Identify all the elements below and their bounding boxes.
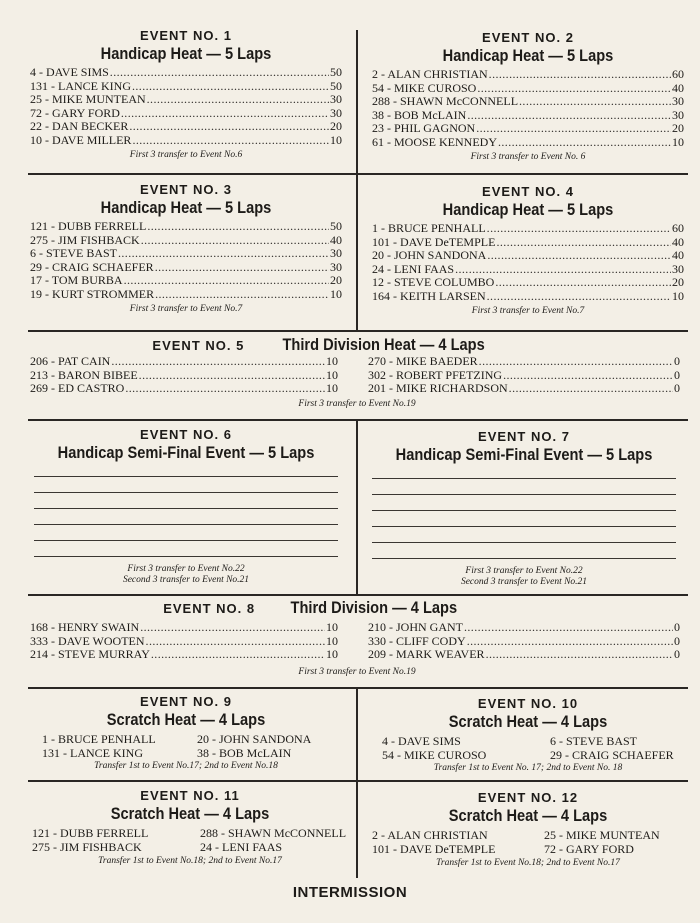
rider-name: 168 - HENRY SWAIN xyxy=(30,620,140,634)
transfer-note: First 3 transfer to Event No.22 xyxy=(127,564,245,574)
blank-result-line xyxy=(372,526,676,527)
leader-dots xyxy=(476,122,671,136)
points: 0 xyxy=(674,633,680,648)
column-divider xyxy=(356,421,358,594)
divider xyxy=(28,780,688,782)
transfer-note: First 3 transfer to Event No. 6 xyxy=(470,151,586,162)
entry-row xyxy=(30,621,338,635)
entry-row xyxy=(30,369,338,383)
rider-name: 213 - BARON BIBEE xyxy=(30,367,138,382)
entry-list-left xyxy=(30,355,338,396)
leader-dots xyxy=(129,120,329,134)
leader-dots xyxy=(487,222,671,236)
points: 10 xyxy=(672,134,684,149)
points: 20 xyxy=(330,119,342,134)
event-number: EVENT NO. 6 xyxy=(140,427,232,442)
rider-name: 333 - DAVE WOOTEN xyxy=(30,633,145,648)
rider-name: 275 - JIM FISHBACK xyxy=(32,840,142,854)
event-title: Scratch Heat — 4 Laps xyxy=(448,806,608,825)
points: 40 xyxy=(672,234,684,249)
points: 30 xyxy=(330,92,342,107)
entry-row xyxy=(30,288,342,302)
leader-dots xyxy=(140,621,325,635)
rider-name: 214 - STEVE MURRAY xyxy=(30,647,150,662)
leader-dots xyxy=(110,66,329,80)
transfer-note: Second 3 transfer to Event No.21 xyxy=(460,577,588,587)
rider-name: 101 - DAVE DeTEMPLE xyxy=(372,842,496,856)
event-title: Scratch Heat — 4 Laps xyxy=(448,712,608,731)
event-8 xyxy=(30,597,684,678)
entry-row xyxy=(30,247,342,261)
points: 40 xyxy=(672,248,684,263)
event-1 xyxy=(30,28,342,161)
blank-result-line xyxy=(372,558,676,559)
blank-result-line xyxy=(34,508,338,509)
points: 30 xyxy=(330,259,342,274)
rider-name: 25 - MIKE MUNTEAN xyxy=(544,828,660,842)
points: 60 xyxy=(672,221,684,235)
points: 10 xyxy=(326,381,338,396)
rider-name: 38 - BOB McLAIN xyxy=(197,746,292,760)
leader-dots xyxy=(479,355,673,369)
entry-row xyxy=(368,621,680,635)
rider-name: 164 - KEITH LARSEN xyxy=(372,288,486,303)
leader-dots xyxy=(147,93,329,107)
entry-list-right xyxy=(368,621,680,662)
rider-name: 6 - STEVE BAST xyxy=(550,734,637,748)
rider-name: 20 - JOHN SANDONA xyxy=(372,248,487,263)
points: 20 xyxy=(672,275,684,290)
entry-row xyxy=(372,122,684,136)
divider xyxy=(28,687,688,689)
event-number: EVENT NO. 8 xyxy=(163,601,256,616)
rider-name: 4 - DAVE SIMS xyxy=(382,734,461,748)
leader-dots xyxy=(132,80,329,94)
entry-list xyxy=(30,64,342,148)
rider-name: 10 - DAVE MILLER xyxy=(30,132,132,147)
points: 0 xyxy=(674,381,680,396)
entry-row xyxy=(372,68,684,82)
points: 10 xyxy=(326,354,338,368)
rider-name: 29 - CRAIG SCHAEFER xyxy=(30,259,154,274)
rider-name: 2 - ALAN CHRISTIAN xyxy=(372,828,488,842)
rider-name: 72 - GARY FORD xyxy=(30,105,120,120)
entry-columns xyxy=(30,621,684,662)
rider-name: 210 - JOHN GANT xyxy=(368,620,463,634)
leader-dots xyxy=(155,288,329,302)
entry-list xyxy=(372,220,684,304)
transfer-note: First 3 transfer to Event No.6 xyxy=(129,149,243,160)
entry-row xyxy=(30,134,342,148)
leader-dots xyxy=(125,382,325,396)
points: 30 xyxy=(672,107,684,122)
blank-result-line xyxy=(372,542,676,543)
points: 10 xyxy=(326,367,338,382)
leader-dots xyxy=(146,635,325,649)
entry-list xyxy=(30,218,342,302)
rider-name: 6 - STEVE BAST xyxy=(30,246,117,261)
divider xyxy=(28,330,688,332)
event-title: Handicap Heat — 5 Laps xyxy=(100,198,272,217)
event-5 xyxy=(30,334,684,410)
entry-grid xyxy=(372,732,684,762)
leader-dots xyxy=(141,234,329,248)
entry-row xyxy=(30,120,342,134)
rider-name: 330 - CLIFF CODY xyxy=(368,633,466,648)
entry-row xyxy=(372,236,684,250)
entry-row xyxy=(30,355,338,369)
rider-name: 270 - MIKE BAEDER xyxy=(368,354,478,368)
event-title: Third Division Heat — 4 Laps xyxy=(282,335,486,354)
blank-result-line xyxy=(34,524,338,525)
intermission-heading: INTERMISSION xyxy=(292,884,408,901)
event-7 xyxy=(372,429,676,588)
blank-result-line xyxy=(34,492,338,493)
entry-list xyxy=(372,66,684,150)
points: 50 xyxy=(330,219,342,233)
entry-row xyxy=(30,382,338,396)
entry-row xyxy=(372,290,684,304)
rider-name: 54 - MIKE CUROSO xyxy=(372,80,477,95)
entry-row xyxy=(30,80,342,94)
event-title: Handicap Semi-Final Event — 5 Laps xyxy=(395,445,653,464)
points: 20 xyxy=(330,273,342,288)
divider xyxy=(28,173,688,175)
transfer-note: First 3 transfer to Event No.7 xyxy=(471,305,585,316)
rider-name: 19 - KURT STROMMER xyxy=(30,286,155,301)
entry-row xyxy=(372,222,684,236)
rider-name: 101 - DAVE DeTEMPLE xyxy=(372,234,496,249)
rider-name: 275 - JIM FISHBACK xyxy=(30,232,140,247)
rider-name: 17 - TOM BURBA xyxy=(30,273,123,288)
entry-columns xyxy=(30,355,684,396)
divider xyxy=(28,419,688,421)
blank-result-line xyxy=(34,556,338,557)
entry-row xyxy=(368,382,680,396)
points: 40 xyxy=(672,80,684,95)
event-2 xyxy=(372,30,684,163)
event-title: Handicap Heat — 5 Laps xyxy=(100,44,272,63)
leader-dots xyxy=(477,82,671,96)
rider-name: 206 - PAT CAIN xyxy=(30,354,111,368)
points: 10 xyxy=(330,286,342,301)
leader-dots xyxy=(487,290,671,304)
entry-row xyxy=(30,66,342,80)
entry-list-left xyxy=(30,621,338,662)
event-4 xyxy=(372,184,684,317)
event-number: EVENT NO. 7 xyxy=(478,429,570,444)
rider-name: 23 - PHIL GAGNON xyxy=(372,121,476,136)
entry-row xyxy=(30,261,342,275)
rider-name: 24 - LENI FAAS xyxy=(372,261,455,276)
transfer-note: Second 3 transfer to Event No.21 xyxy=(122,575,250,585)
divider xyxy=(28,594,688,596)
rider-name: 288 - SHAWN McCONNELL xyxy=(372,94,519,109)
points: 30 xyxy=(672,94,684,109)
entry-grid xyxy=(30,824,350,854)
entry-list-right xyxy=(368,355,680,396)
entry-row xyxy=(30,93,342,107)
event-number: EVENT NO. 2 xyxy=(482,30,574,45)
rider-name: 302 - ROBERT PFETZING xyxy=(368,367,503,382)
transfer-note: Transfer 1st to Event No.18; 2nd to Event No.17 xyxy=(98,856,282,866)
event-title: Handicap Heat — 5 Laps xyxy=(442,200,614,219)
entry-row xyxy=(30,220,342,234)
rider-name: 201 - MIKE RICHARDSON xyxy=(368,381,508,396)
points: 30 xyxy=(330,246,342,261)
column-divider xyxy=(356,689,358,780)
blank-result-line xyxy=(34,540,338,541)
event-header xyxy=(0,334,654,355)
event-number: EVENT NO. 1 xyxy=(140,28,232,43)
column-divider xyxy=(356,30,358,173)
entry-row xyxy=(372,276,684,290)
leader-dots xyxy=(467,109,671,123)
rider-name: 22 - DAN BECKER xyxy=(30,119,129,134)
entry-row xyxy=(368,648,680,662)
leader-dots xyxy=(519,95,671,109)
leader-dots xyxy=(489,68,671,82)
leader-dots xyxy=(132,134,329,148)
leader-dots xyxy=(124,274,329,288)
entry-row xyxy=(30,274,342,288)
rider-name: 269 - ED CASTRO xyxy=(30,381,125,396)
transfer-note: First 3 transfer to Event No.7 xyxy=(129,303,243,314)
leader-dots xyxy=(118,247,329,261)
result-lines xyxy=(34,463,338,557)
rider-name: 20 - JOHN SANDONA xyxy=(197,732,312,746)
entry-row xyxy=(372,263,684,277)
points: 30 xyxy=(672,261,684,276)
event-number: EVENT NO. 5 xyxy=(152,338,245,353)
rider-name: 38 - BOB McLAIN xyxy=(372,107,467,122)
leader-dots xyxy=(486,648,673,662)
event-number: EVENT NO. 4 xyxy=(482,184,574,199)
column-divider xyxy=(356,175,358,330)
event-10 xyxy=(372,696,684,774)
column-divider xyxy=(356,782,358,878)
event-number: EVENT NO. 12 xyxy=(477,790,579,805)
entry-row xyxy=(372,109,684,123)
rider-name: 72 - GARY FORD xyxy=(544,842,634,856)
entry-grid xyxy=(30,730,342,760)
points: 10 xyxy=(672,288,684,303)
entry-grid xyxy=(372,826,684,856)
leader-dots xyxy=(495,276,671,290)
entry-row xyxy=(30,234,342,248)
entry-row xyxy=(30,648,338,662)
event-6 xyxy=(34,427,338,586)
entry-row xyxy=(372,249,684,263)
points: 10 xyxy=(330,132,342,147)
event-title: Handicap Semi-Final Event — 5 Laps xyxy=(57,443,315,462)
blank-result-line xyxy=(372,494,676,495)
rider-name: 12 - STEVE COLUMBO xyxy=(372,275,495,290)
rider-name: 131 - LANCE KING xyxy=(42,746,143,760)
transfer-note: Transfer 1st to Event No. 17; 2nd to Event No. 18 xyxy=(433,763,623,773)
event-title: Third Division — 4 Laps xyxy=(290,598,458,617)
entry-row xyxy=(372,95,684,109)
points: 10 xyxy=(326,647,338,662)
entry-row xyxy=(372,136,684,150)
event-header xyxy=(0,597,644,618)
event-number: EVENT NO. 10 xyxy=(477,696,579,711)
event-11 xyxy=(30,788,350,867)
rider-name: 288 - SHAWN McCONNELL xyxy=(200,826,347,840)
points: 10 xyxy=(326,620,338,634)
rider-name: 4 - DAVE SIMS xyxy=(30,65,109,79)
event-title: Handicap Heat — 5 Laps xyxy=(442,46,614,65)
leader-dots xyxy=(455,263,671,277)
event-9 xyxy=(30,694,342,772)
leader-dots xyxy=(509,382,673,396)
entry-row xyxy=(30,107,342,121)
points: 40 xyxy=(330,232,342,247)
transfer-note: Transfer 1st to Event No.17; 2nd to Event No.18 xyxy=(94,761,278,771)
points: 20 xyxy=(672,121,684,136)
leader-dots xyxy=(147,220,329,234)
event-3 xyxy=(30,182,342,315)
rider-name: 2 - ALAN CHRISTIAN xyxy=(372,67,488,81)
points: 0 xyxy=(674,354,680,368)
rider-name: 29 - CRAIG SCHAEFER xyxy=(550,748,674,762)
result-lines xyxy=(372,465,676,559)
event-title: Scratch Heat — 4 Laps xyxy=(106,710,266,729)
leader-dots xyxy=(139,369,325,383)
transfer-note: First 3 transfer to Event No.22 xyxy=(465,566,583,576)
blank-result-line xyxy=(34,476,338,477)
rider-name: 131 - LANCE KING xyxy=(30,78,131,93)
leader-dots xyxy=(503,369,673,383)
points: 50 xyxy=(330,78,342,93)
leader-dots xyxy=(121,107,329,121)
leader-dots xyxy=(464,621,673,635)
leader-dots xyxy=(151,648,325,662)
points: 0 xyxy=(674,367,680,382)
points: 30 xyxy=(330,105,342,120)
transfer-note: Transfer 1st to Event No.18; 2nd to Event No.17 xyxy=(436,858,620,868)
leader-dots xyxy=(155,261,329,275)
event-number: EVENT NO. 3 xyxy=(140,182,232,197)
points: 0 xyxy=(674,647,680,662)
event-12 xyxy=(372,790,684,869)
blank-result-line xyxy=(372,478,676,479)
transfer-note: First 3 transfer to Event No.19 xyxy=(298,666,416,677)
points: 10 xyxy=(326,633,338,648)
rider-name: 1 - BRUCE PENHALL xyxy=(372,221,486,235)
entry-row xyxy=(368,355,680,369)
rider-name: 61 - MOOSE KENNEDY xyxy=(372,134,497,149)
event-title: Scratch Heat — 4 Laps xyxy=(110,804,270,823)
rider-name: 121 - DUBB FERRELL xyxy=(32,826,149,840)
event-number: EVENT NO. 9 xyxy=(140,694,232,709)
entry-row xyxy=(372,82,684,96)
event-number: EVENT NO. 11 xyxy=(140,788,240,803)
leader-dots xyxy=(498,136,671,150)
blank-result-line xyxy=(372,510,676,511)
leader-dots xyxy=(487,249,671,263)
rider-name: 121 - DUBB FERRELL xyxy=(30,219,147,233)
points: 0 xyxy=(674,620,680,634)
leader-dots xyxy=(496,236,671,250)
entry-row xyxy=(368,635,680,649)
entry-row xyxy=(30,635,338,649)
rider-name: 24 - LENI FAAS xyxy=(200,840,283,854)
rider-name: 1 - BRUCE PENHALL xyxy=(42,732,156,746)
rider-name: 54 - MIKE CUROSO xyxy=(382,748,487,762)
points: 50 xyxy=(330,65,342,79)
rider-name: 209 - MARK WEAVER xyxy=(368,647,485,662)
leader-dots xyxy=(111,355,325,369)
rider-name: 25 - MIKE MUNTEAN xyxy=(30,92,146,107)
points: 60 xyxy=(672,67,684,81)
entry-row xyxy=(368,369,680,383)
leader-dots xyxy=(467,635,673,649)
transfer-note: First 3 transfer to Event No.19 xyxy=(298,398,416,409)
